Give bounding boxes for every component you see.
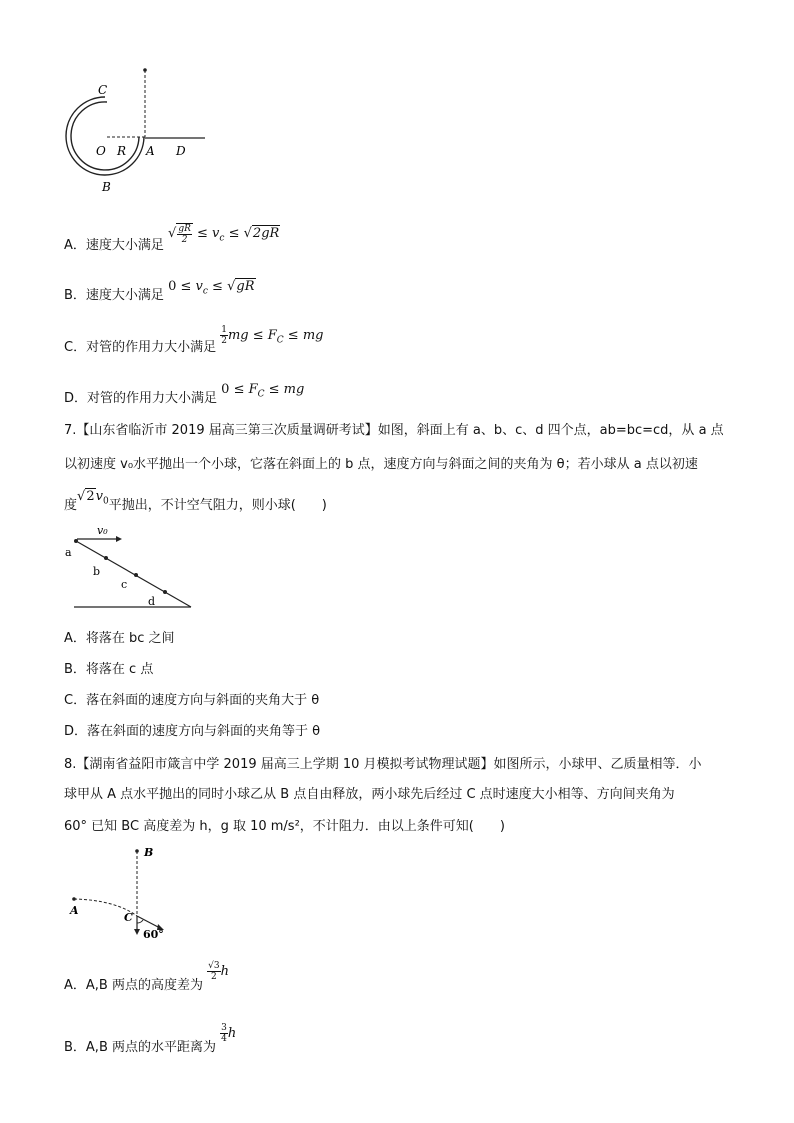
fig7-label-a: a xyxy=(65,546,72,559)
q6-option-c-label: C．对管的作用力大小满足 xyxy=(64,340,217,355)
figure-q8-projectile xyxy=(60,838,190,943)
q6-option-c[interactable] xyxy=(64,324,323,354)
q6-option-a-formula: √ $\frac{gR}{2}$ ≤ $v_c \le √2gR$ xyxy=(168,223,280,245)
q6-option-a[interactable] xyxy=(64,222,280,252)
figure-q7-incline xyxy=(60,520,200,612)
q7-initial-speed-formula: $√2v_0$ xyxy=(77,489,109,507)
fig7-label-c: c xyxy=(121,578,128,591)
q8-stem-line-3: 60° 已知 BC 高度差为 h，g 取 10 m/s²，不计阻力．由以上条件可知( ) xyxy=(64,819,505,834)
q6-option-d-label: D．对管的作用力大小满足 xyxy=(64,391,218,406)
q7-option-a[interactable]: A．将落在 bc 之间 xyxy=(64,631,175,646)
q8-stem-line-2: 球甲从 A 点水平抛出的同时小球乙从 B 点自由释放，两小球先后经过 C 点时速度大小相等、方向间夹角为 xyxy=(64,787,675,802)
fig6-label-b: B xyxy=(102,180,111,194)
q6-option-c-formula: $\frac{1}{2}$ mg ≤ $F_C$ ≤ mg xyxy=(221,325,324,346)
q8-option-b-formula: $\frac{3}{4}$ h xyxy=(221,1023,237,1044)
fig6-label-r: R xyxy=(117,144,127,158)
fig6-label-d: D xyxy=(176,144,186,158)
q7-stem-line-3-prefix: 度 xyxy=(64,498,78,513)
fig7-label-b: b xyxy=(93,565,101,578)
fig7-label-d: d xyxy=(148,595,156,608)
q6-option-a-label: A．速度大小满足 xyxy=(64,238,164,253)
q7-stem-line-3 xyxy=(64,485,327,513)
fig8-label-c: C xyxy=(124,911,133,924)
q8-option-a-label: A．A,B 两点的高度差为 xyxy=(64,978,203,993)
q8-stem-line-1: 8.【湖南省益阳市箴言中学 2019 届高三上学期 10 月模拟考试物理试题】如图所示，小球甲、乙质量相等．小 xyxy=(64,757,702,772)
q6-option-d[interactable] xyxy=(64,378,304,404)
q8-option-b-label: B．A,B 两点的水平距离为 xyxy=(64,1040,216,1055)
q7-stem-line-1: 7.【山东省临沂市 2019 届高三第三次质量调研考试】如图，斜面上有 a、b、c、d 四个点，ab=bc=cd，从 a 点 xyxy=(64,423,724,438)
fig6-label-c: C xyxy=(98,83,108,97)
fig6-label-a: A xyxy=(146,144,155,158)
fig8-label-a: A xyxy=(70,904,79,917)
fig6-label-o: O xyxy=(96,144,106,158)
q6-option-b-formula: $0 \le v_c \le √gR$ xyxy=(168,279,255,297)
q6-option-d-formula: $0 \le F_C$ ≤ mg xyxy=(221,382,305,400)
q8-option-a[interactable] xyxy=(64,960,229,992)
q8-option-b[interactable] xyxy=(64,1022,236,1054)
q6-option-b-label: B．速度大小满足 xyxy=(64,288,164,303)
q7-option-b[interactable]: B．将落在 c 点 xyxy=(64,662,154,677)
figure-q6-circular-tube xyxy=(60,60,220,200)
fig8-label-b: B xyxy=(144,846,154,859)
fig8-label-angle: 60° xyxy=(143,928,164,941)
q8-option-a-formula: $\frac{√3}{2}$ h xyxy=(208,961,229,982)
q7-stem-line-3-suffix: 平抛出，不计空气阻力，则小球( ) xyxy=(108,498,327,513)
q7-option-d[interactable]: D．落在斜面的速度方向与斜面的夹角等于 θ xyxy=(64,724,321,739)
q7-stem-line-2: 以初速度 v₀水平抛出一个小球，它落在斜面上的 b 点，速度方向与斜面之间的夹角为 θ；若小球从 a 点以初速 xyxy=(64,457,698,472)
fig7-label-v0: v₀ xyxy=(97,524,108,537)
q6-option-b[interactable] xyxy=(64,275,256,301)
q7-option-c[interactable]: C．落在斜面的速度方向与斜面的夹角大于 θ xyxy=(64,693,320,708)
